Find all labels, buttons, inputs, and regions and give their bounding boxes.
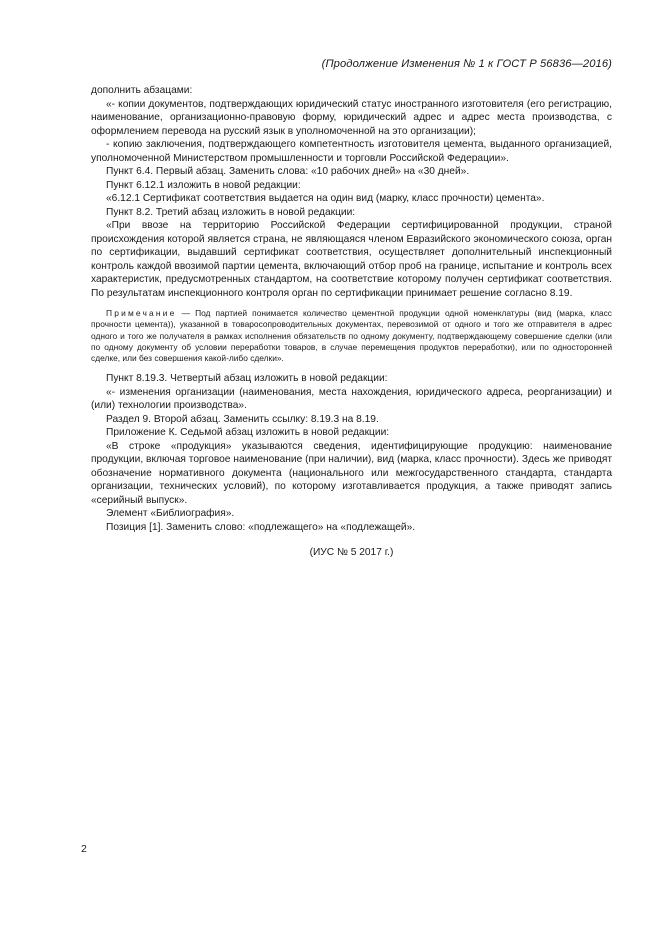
paragraph: - копию заключения, подтверждающего компетентность изготовителя цемента, выданного организацией, уполномоченной Министерством промышленности и торговли Российской Федерации».: [91, 139, 612, 164]
paragraph: «- изменения организации (наименования, места нахождения, юридического адреса, реорганизации) и (или) технологии производства».: [91, 386, 612, 412]
paragraph: «6.12.1 Сертификат соответствия выдается на один вид (марку, класс прочности) цемента».: [106, 193, 545, 204]
paragraph: Пункт 8.19.3. Четвертый абзац изложить в новой редакции:: [106, 373, 388, 385]
ius-reference: (ИУС № 5 2017 г.): [309, 547, 394, 559]
note-text: — Под партией понимается количество цементной продукции одной номенклатуры (вид (марка, класс прочности цемента)), указанной в товаросопроводительных документах, перевозимой от одного и того же отправителя в адрес одного и того же получателя в рамках исполнения обязательств по одному документу, подтверждающему совершение сделки (или по одному документу об условии переработки товаров, в случае перемещения продуктов переработки), или по односторонней сделке, или без совершения какой-либо сделки».: [91, 308, 612, 364]
paragraph: Пункт 6.12.1 изложить в новой редакции:: [106, 179, 301, 191]
paragraph: Элемент «Библиография».: [106, 508, 235, 520]
paragraph: Пункт 6.4. Первый абзац. Заменить слова: «10 рабочих дней» на «30 дней».: [106, 166, 470, 177]
note: [91, 308, 612, 364]
paragraph: Позиция [1]. Заменить слово: «подлежащего» на «подлежащей».: [106, 521, 416, 533]
page-number: 2: [81, 843, 87, 855]
paragraph: Раздел 9. Второй абзац. Заменить ссылку: 8.19.3 на 8.19.: [106, 413, 379, 425]
document-body: [91, 84, 612, 560]
paragraph: Приложение К. Седьмой абзац изложить в новой редакции:: [106, 427, 390, 439]
paragraph: «- копии документов, подтверждающих юридический статус иностранного изготовителя (его регистрацию, наименование, организационно-правовую форму, юридический адрес и адрес места производства, с оформлением перевода на русский язык в уполномоченной на это организации);: [91, 98, 612, 137]
paragraph: Пункт 8.2. Третий абзац изложить в новой редакции:: [106, 206, 356, 218]
paragraph: «При ввозе на территорию Российской Федерации сертифицированной продукции, страной происхождения которой является страна, не являющаяся членом Евразийского экономического союза, орган по сертификации, выдавший сертификат соответствия, осуществляет дополнительный инспекционный контроль каждой ввозимой партии цемента, включающий отбор проб на границе, испытание и контроль всех характеристик, предусмотренных стандартом, на соответствие которому получен сертификат соответствия. По результатам инспекционного контроля орган по сертификации принимает решение согласно 8.19.: [91, 220, 612, 299]
paragraph: «В строке «продукция» указываются сведения, идентифицирующие продукцию: наименование продукции, включая торговое наименование (при наличии), вид (марка, класс прочности). Здесь же приводят обозначение нормативного документа (национального или межгосударственного стандарта, стандарта организации, технических условий), по которому изготавливается продукция, а также приводят запись «серийный выпуск».: [91, 440, 612, 506]
paragraph: дополнить абзацами:: [91, 85, 193, 96]
running-header: (Продолжение Изменения № 1 к ГОСТ Р 56836—2016): [321, 58, 612, 70]
note-label: Примечание: [106, 308, 177, 318]
